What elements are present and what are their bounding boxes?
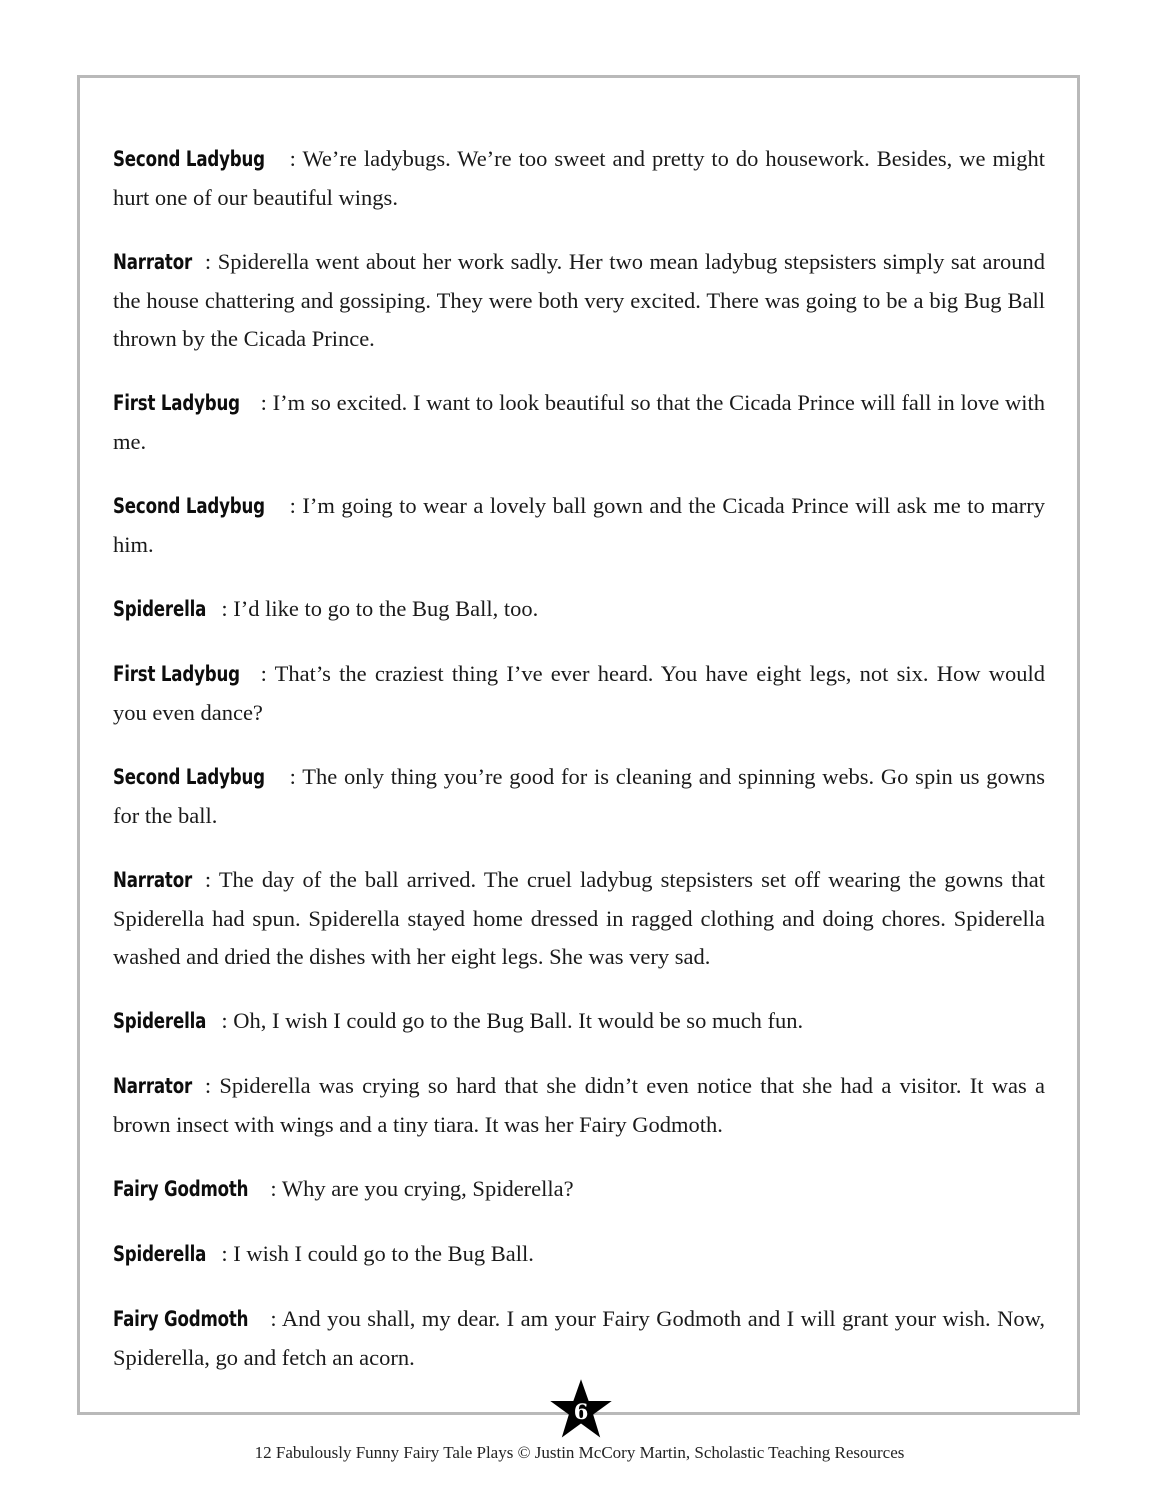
line-text: And you shall, my dear. I am your Fairy Godmoth and I will grant your wish. Now, Spiderella, go and fetch an acorn. (113, 1306, 1046, 1370)
script-line (113, 1300, 1045, 1377)
page-number-text: 6 (573, 1398, 589, 1424)
speaker-name: Second Ladybug (113, 494, 265, 519)
footer-credit-line: 12 Fabulously Funny Fairy Tale Plays © Justin McCory Martin, Scholastic Teaching Resources (254, 1443, 905, 1462)
speaker-colon: : (221, 1241, 234, 1266)
speaker-name: Spiderella (113, 1242, 207, 1267)
script-line (113, 861, 1045, 976)
speaker-colon: : (260, 390, 273, 415)
line-text: Spiderella went about her work sadly. Her two mean ladybug stepsisters simply sat around the house chattering and gossiping. They were both very excited. There was going to be a big Bug Ball thrown by the Cicada Prince. (113, 249, 1045, 351)
script-line (113, 384, 1045, 461)
line-text: I’m so excited. I want to look beautiful so that the Cicada Prince will fall in love with me. (113, 390, 1045, 454)
speaker-name: Fairy Godmoth (113, 1177, 249, 1202)
script-line (113, 1170, 1045, 1209)
speaker-colon: : (289, 764, 303, 789)
page-number-badge (549, 1378, 613, 1442)
speaker-name: Narrator (113, 868, 192, 893)
script-line (113, 140, 1045, 217)
line-text: Oh, I wish I could go to the Bug Ball. It would be so much fun. (233, 1008, 804, 1033)
script-line (113, 1235, 1045, 1274)
speaker-colon: : (289, 146, 303, 171)
script-line (113, 243, 1045, 358)
speaker-colon: : (289, 493, 303, 518)
script-line (113, 1067, 1045, 1144)
speaker-colon: : (204, 867, 219, 892)
speaker-name: Second Ladybug (113, 147, 265, 172)
line-text: That’s the craziest thing I’ve ever heard. You have eight legs, not six. How would you even dance? (113, 661, 1045, 725)
speaker-colon: : (221, 1008, 234, 1033)
speaker-name: Spiderella (113, 1009, 207, 1034)
line-text: The only thing you’re good for is cleaning and spinning webs. Go spin us gowns for the ball. (113, 764, 1045, 828)
script-line (113, 1002, 1045, 1041)
speaker-colon: : (260, 661, 275, 686)
script-line (113, 487, 1045, 564)
line-text: We’re ladybugs. We’re too sweet and pretty to do housework. Besides, we might hurt one of our beautiful wings. (113, 146, 1045, 210)
speaker-colon: : (221, 596, 234, 621)
speaker-colon: : (204, 1073, 220, 1098)
speaker-name: Narrator (113, 250, 192, 275)
script-body (113, 140, 1045, 1377)
line-text: Spiderella was crying so hard that she didn’t even notice that she had a visitor. It was a brown insect with wings and a tiny tiara. It was her Fairy Godmoth. (113, 1073, 1045, 1137)
script-line (113, 590, 1045, 629)
speaker-name: First Ladybug (113, 391, 240, 416)
line-text: The day of the ball arrived. The cruel ladybug stepsisters set off wearing the gowns that Spiderella had spun. Spiderella stayed home dressed in ragged clothing and doing chores. Spiderella washed and dried the dishes with her eight legs. She was very sad. (113, 867, 1045, 969)
script-line (113, 758, 1045, 835)
speaker-name: Second Ladybug (113, 765, 265, 790)
line-text: I’m going to wear a lovely ball gown and the Cicada Prince will ask me to marry him. (113, 493, 1045, 557)
speaker-name: Fairy Godmoth (113, 1307, 249, 1332)
speaker-name: First Ladybug (113, 662, 240, 687)
line-text: I wish I could go to the Bug Ball. (233, 1241, 534, 1266)
speaker-colon: : (204, 249, 218, 274)
speaker-name: Spiderella (113, 597, 207, 622)
script-line (113, 655, 1045, 732)
line-text: I’d like to go to the Bug Ball, too. (233, 596, 539, 621)
line-text: Why are you crying, Spiderella? (281, 1176, 574, 1201)
speaker-name: Narrator (113, 1074, 192, 1099)
star-icon (549, 1378, 613, 1442)
speaker-colon: : (270, 1176, 282, 1201)
speaker-colon: : (270, 1306, 282, 1331)
